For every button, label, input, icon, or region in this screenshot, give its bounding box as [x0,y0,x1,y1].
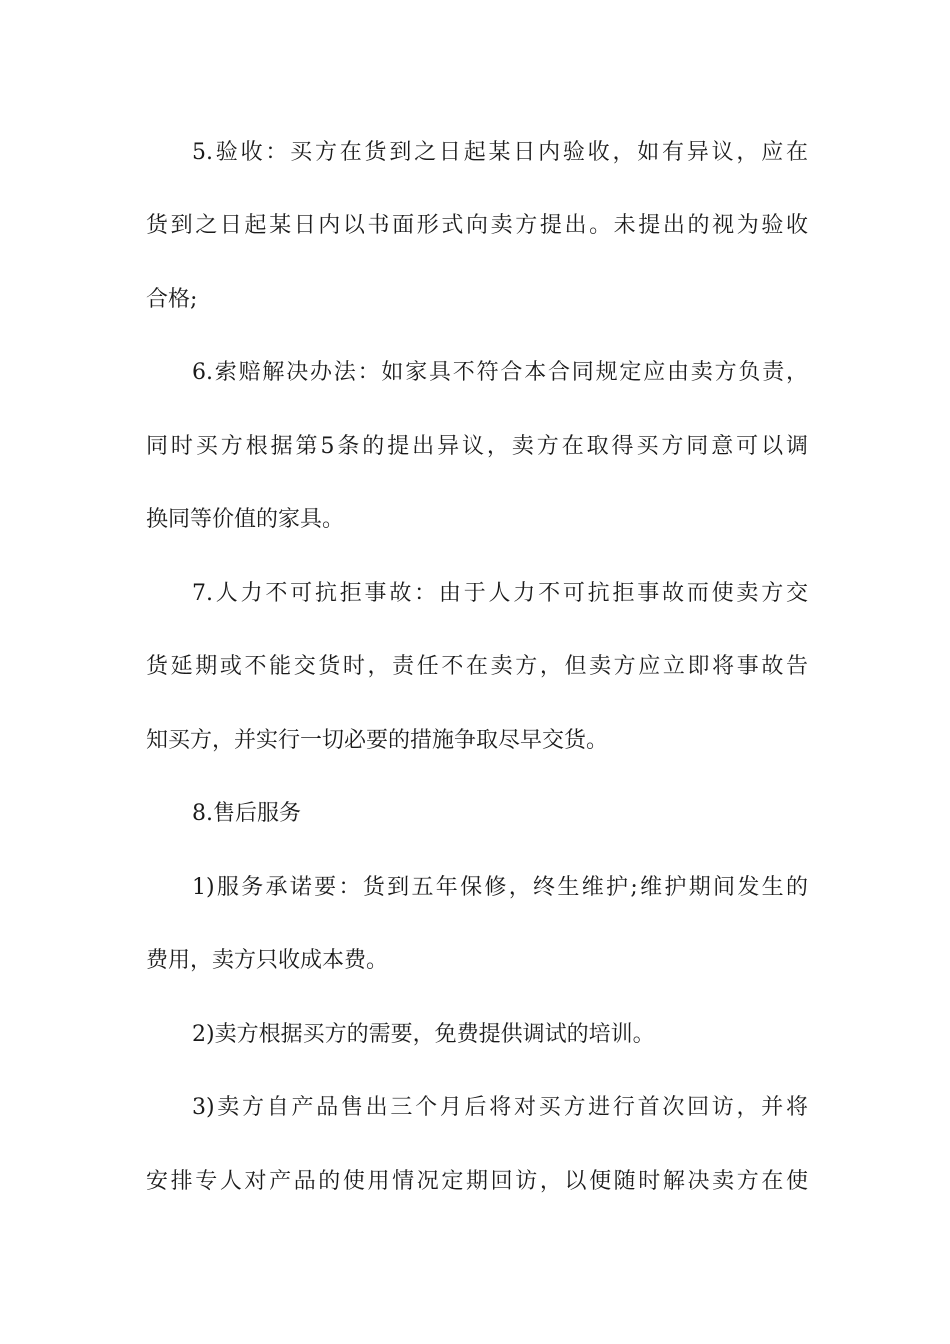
text-line: 7.人力不可抗拒事故：由于人力不可抗拒事故而使卖方交 [192,581,808,606]
text-line: 知买方，并实行一切必要的措施争取尽早交货。 [146,728,609,753]
text-line: 安排专人对产品的使用情况定期回访，以便随时解决卖方在使 [146,1169,808,1194]
text-line: 6.索赔解决办法：如家具不符合本合同规定应由卖方负责， [192,360,808,385]
section-heading: 8.售后服务 [192,801,301,826]
text-line: 货延期或不能交货时，责任不在卖方，但卖方应立即将事故告 [146,654,808,679]
text-line: 费用，卖方只收成本费。 [146,948,389,973]
text-line: 2)卖方根据买方的需要，免费提供调试的培训。 [192,1022,655,1047]
text-line: 3)卖方自产品售出三个月后将对买方进行首次回访，并将 [192,1095,808,1120]
text-line: 换同等价值的家具。 [146,507,345,532]
text-line: 合格; [146,287,198,312]
text-line: 同时买方根据第5条的提出异议，卖方在取得买方同意可以调 [146,434,808,459]
text-line: 货到之日起某日内以书面形式向卖方提出。未提出的视为验收 [146,213,808,238]
text-line: 5.验收：买方在货到之日起某日内验收，如有异议，应在 [192,140,808,165]
text-line: 1)服务承诺要：货到五年保修，终生维护;维护期间发生的 [192,875,808,900]
